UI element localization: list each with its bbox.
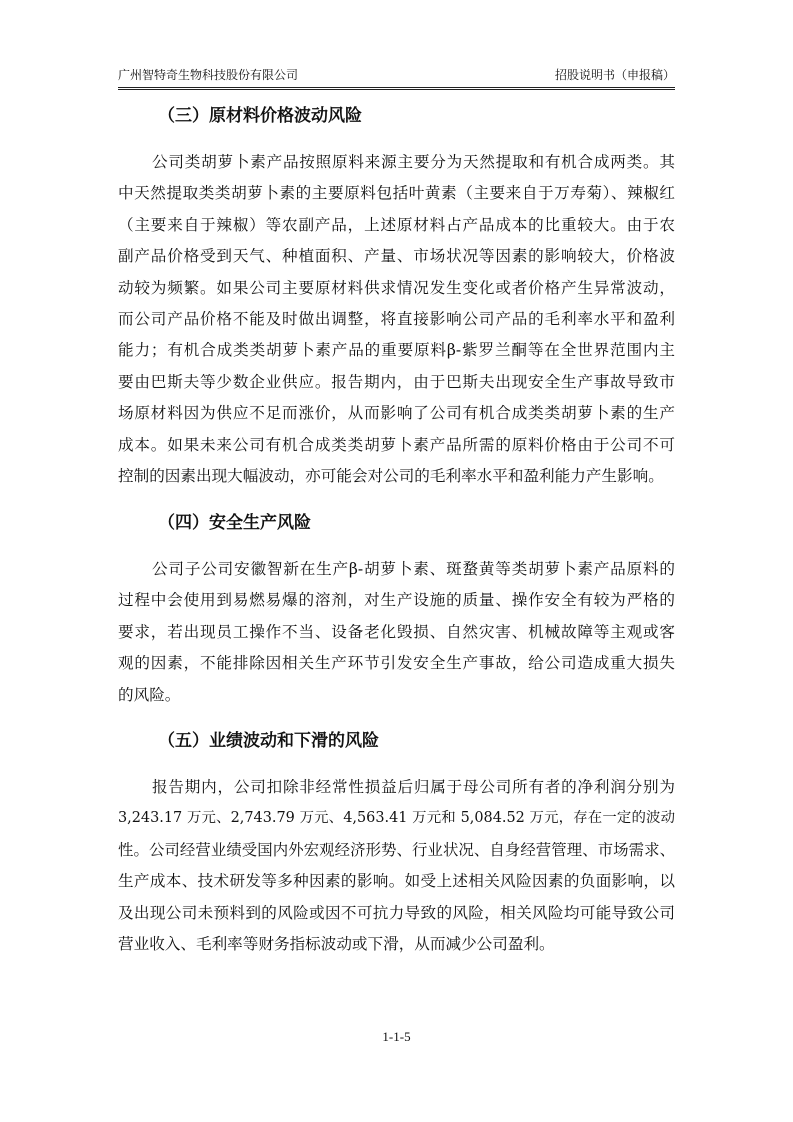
header-rule [118,87,675,88]
header-company-name: 广州智特奇生物科技股份有限公司 [118,68,299,82]
header-rule-thin [118,89,675,90]
section-heading-raw-material-risk: （三）原材料价格波动风险 [158,106,362,126]
paragraph-line: 及出现公司未预料到的风险或因不可抗力导致的风险，相关风险均可能导致公司 [118,903,675,922]
paragraph-line: 的风险。 [118,685,181,704]
paragraph-line: 3,243.17 万元、2,743.79 万元、4,563.41 万元和 5,084.52 万元，存在一定的波动 [118,810,675,827]
paragraph-line: 过程中会使用到易燃易爆的溶剂，对生产设施的质量、操作安全有较为严格的 [118,591,675,610]
paragraph-performance-risk [118,772,675,960]
paragraph-line: 公司类胡萝卜素产品按照原料来源主要分为天然提取和有机合成两类。其 [152,153,675,171]
paragraph-line: 生产成本、技术研发等多种因素的影响。如受上述相关风险因素的负面影响，以 [118,872,675,891]
paragraph-line: 要求，若出现员工操作不当、设备老化毁损、自然灾害、机械故障等主观或客 [118,622,675,641]
paragraph-line: 报告期内，公司扣除非经常性损益后归属于母公司所有者的净利润分别为 [152,778,675,796]
paragraph-line: 控制的因素出现大幅波动，亦可能会对公司的毛利率水平和盈利能力产生影响。 [118,467,664,486]
paragraph-line: 能力；有机合成类类胡萝卜素产品的重要原料β-紫罗兰酮等在全世界范围内主 [118,341,675,360]
paragraph-line: 动较为频繁。如果公司主要原材料供求情况发生变化或者价格产生异常波动， [118,278,675,297]
paragraph-line: 场原材料因为供应不足而涨价，从而影响了公司有机合成类类胡萝卜素的生产 [118,404,675,423]
paragraph-line: 公司子公司安徽智新在生产β-胡萝卜素、斑蝥黄等类胡萝卜素产品原料的 [152,560,675,578]
page-header [118,66,675,84]
section-heading-performance-risk: （五）业绩波动和下滑的风险 [158,731,379,751]
paragraph-line: （主要来自于辣椒）等农副产品，上述原材料占产品成本的比重较大。由于农 [118,215,675,234]
paragraph-production-safety-risk [118,554,675,711]
paragraph-line: 营业收入、毛利率等财务指标波动或下滑，从而减少公司盈利。 [118,935,555,954]
paragraph-line: 成本。如果未来公司有机合成类类胡萝卜素产品所需的原料价格由于公司不可 [118,435,675,454]
paragraph-line: 性。公司经营业绩受国内外宏观经济形势、行业状况、自身经营管理、市场需求、 [118,840,675,859]
paragraph-line: 要由巴斯夫等少数企业供应。报告期内，由于巴斯夫出现安全生产事故导致市 [118,372,675,391]
paragraph-line: 而公司产品价格不能及时做出调整，将直接影响公司产品的毛利率水平和盈利 [118,310,675,329]
paragraph-line: 中天然提取类类胡萝卜素的主要原料包括叶黄素（主要来自于万寿菊）、辣椒红 [118,184,675,203]
paragraph-line: 副产品价格受到天气、种植面积、产量、市场状况等因素的影响较大，价格波 [118,247,675,266]
section-heading-production-safety-risk: （四）安全生产风险 [158,513,311,533]
paragraph-raw-material-risk [118,147,675,492]
page-number: 1-1-5 [382,1029,411,1044]
paragraph-line: 观的因素，不能排除因相关生产环节引发安全生产事故，给公司造成重大损失 [118,654,675,673]
header-document-type: 招股说明书（申报稿） [554,68,675,82]
